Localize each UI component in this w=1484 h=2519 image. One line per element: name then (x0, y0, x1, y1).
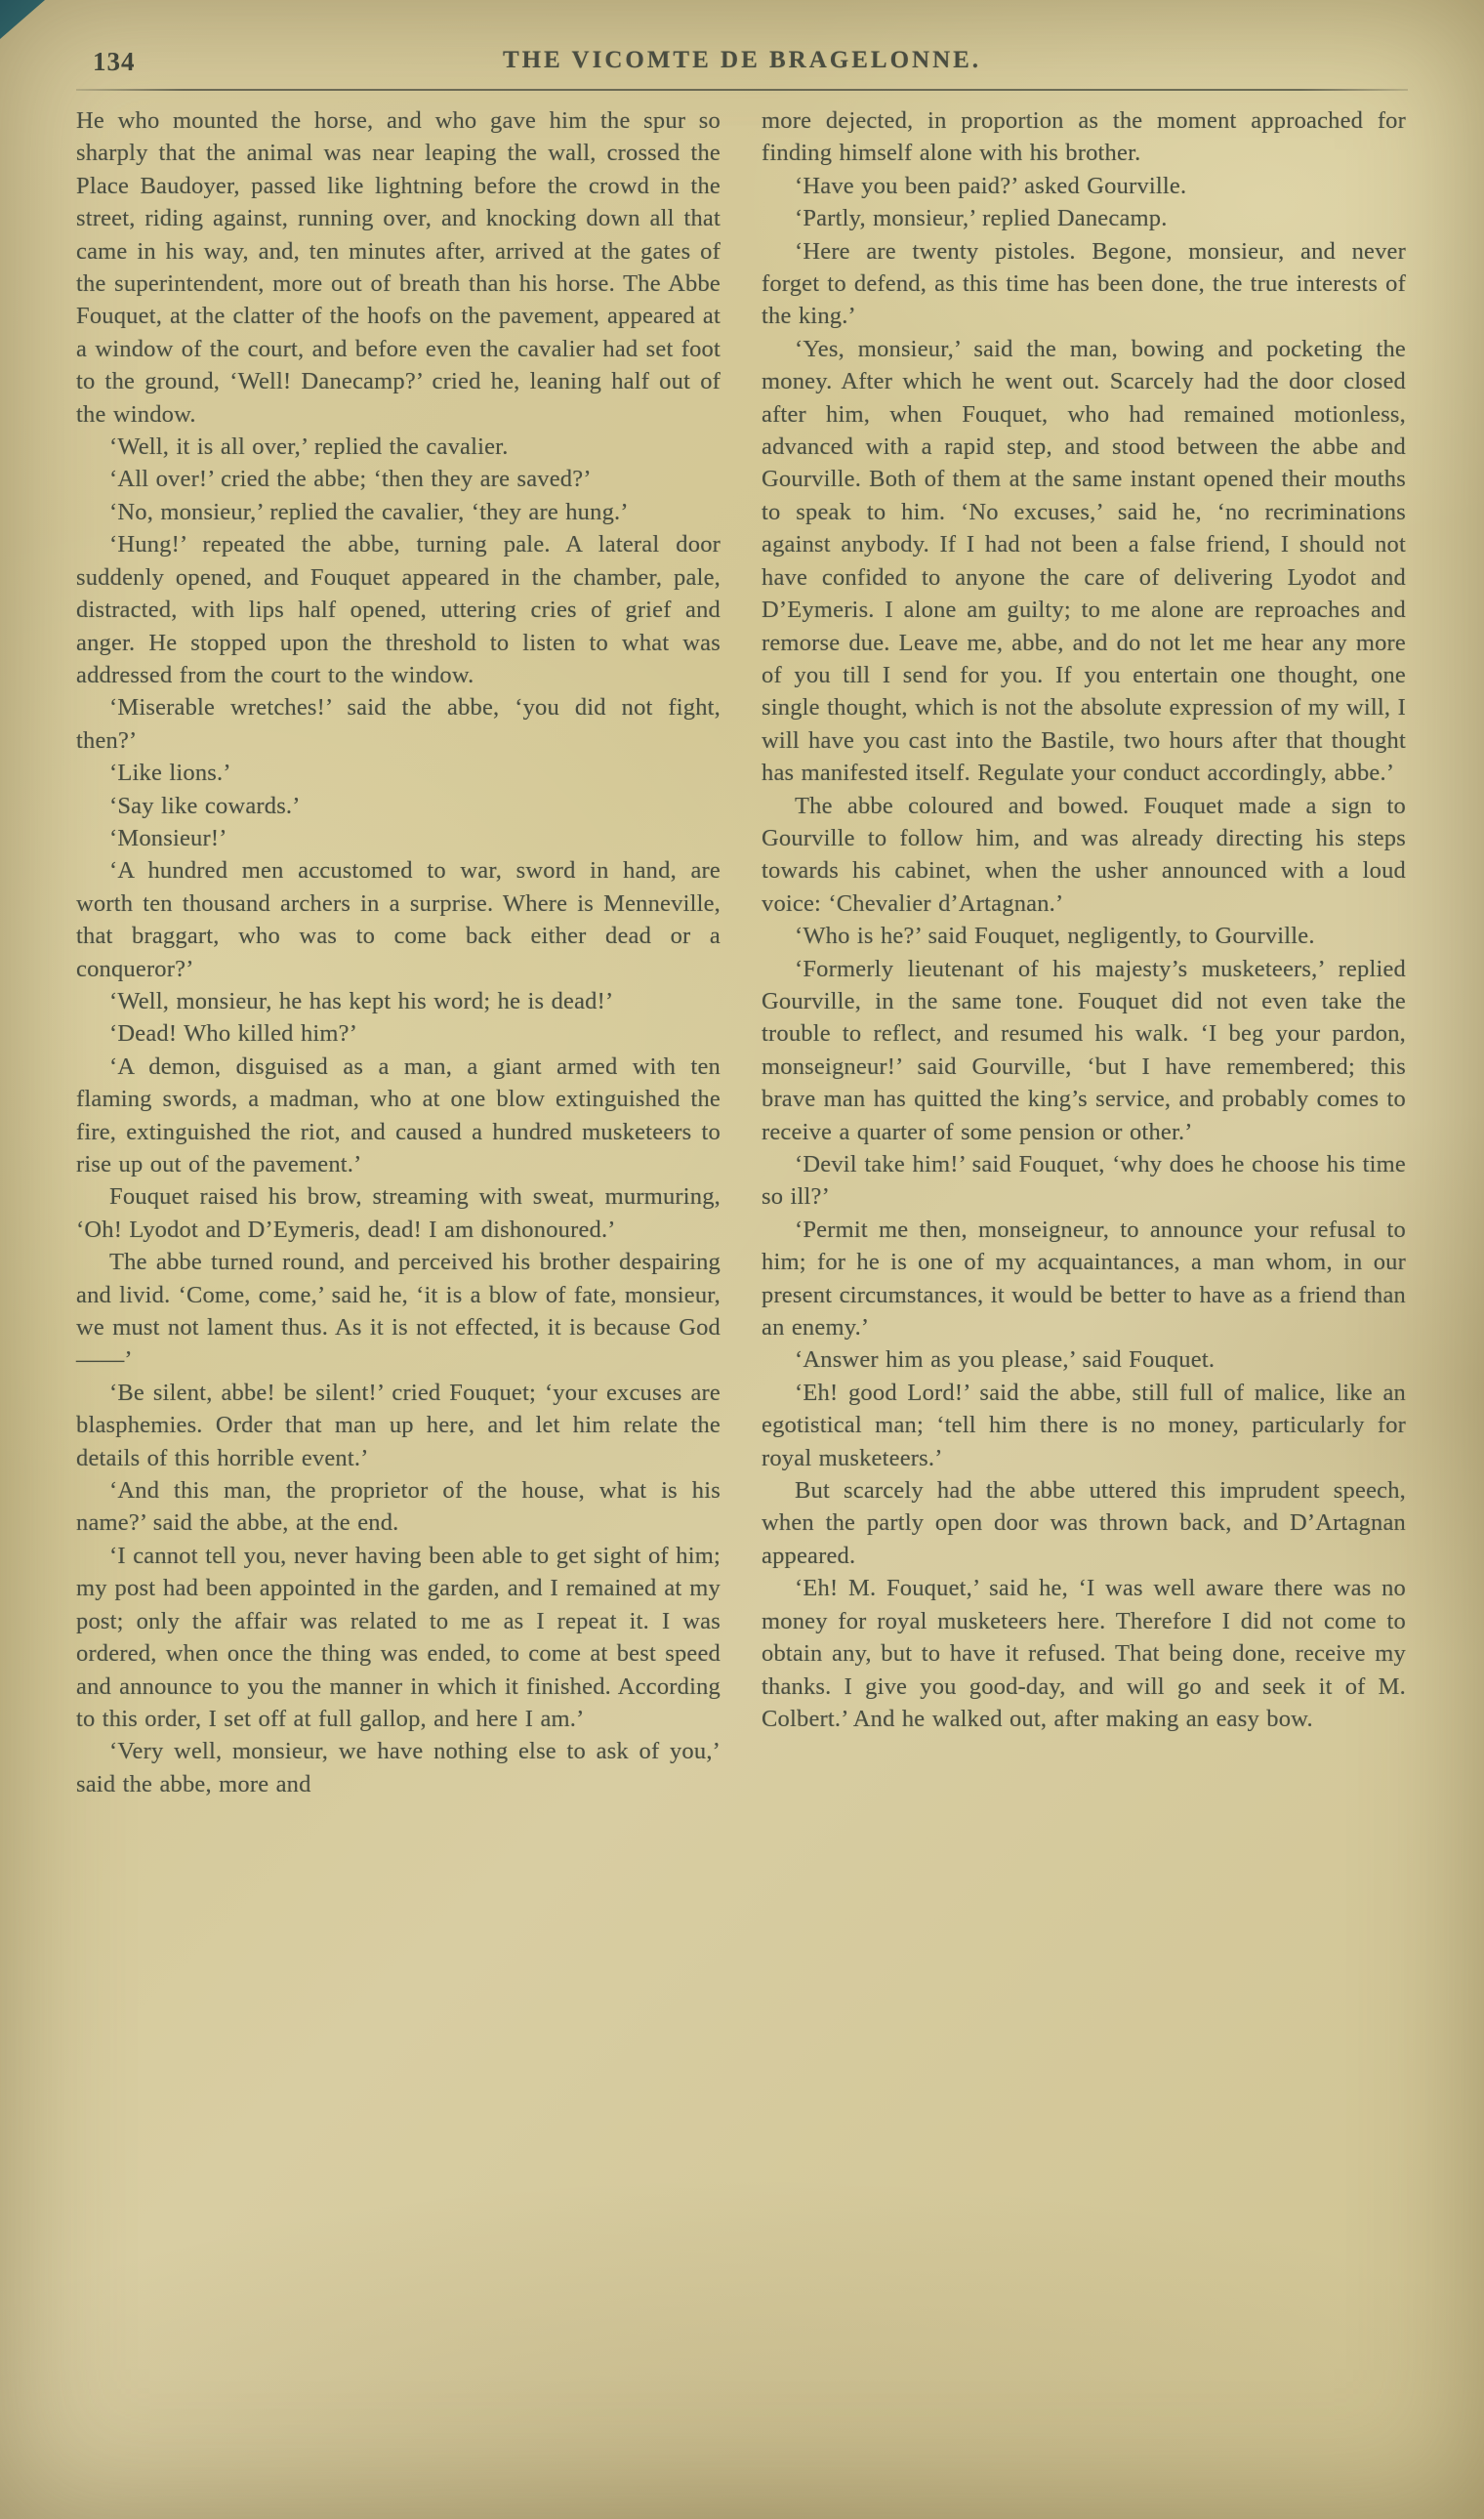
paragraph: ‘Yes, monsieur,’ said the man, bowing and pocketing the money. After which he went out. Scarcely had the door closed after him, when Fouquet, who had remained motionless, advanced with a rapid step, and stood between the abbe and Gourville. Both of them at the same instant opened their mouths to speak to him. ‘No excuses,’ said he, ‘no recriminations against anybody. If I had not been a false friend, I should not have confided to anyone the care of delivering Lyodot and D’Eymeris. I alone am guilty; to me alone are reproaches and remorse due. Leave me, abbe, and do not let me hear any more of you till I send for you. If you entertain one thought, one single thought, which is not the absolute expression of my will, I will have you cast into the Bastile, two hours after that thought has manifested itself. Regulate your conduct accordingly, abbe.’ (762, 335, 1406, 787)
paragraph: ‘Say like cowards.’ (109, 792, 301, 819)
paragraph: ‘Very well, monsieur, we have nothing else to ask of you,’ said the abbe, more and (76, 1738, 721, 1797)
paragraph: ‘Permit me then, monseigneur, to announce your refusal to him; for he is one of my acquaintances, a man whom, in our present circumstances, it would be better to have as a friend than an enemy.’ (762, 1216, 1406, 1342)
paragraph: ‘Monsieur!’ (109, 824, 227, 851)
paragraph: ‘Be silent, abbe! be silent!’ cried Fouquet; ‘your excuses are blasphemies. Order that man up here, and let him relate the details of this horrible event.’ (76, 1379, 721, 1471)
paragraph: ‘Partly, monsieur,’ replied Danecamp. (795, 205, 1168, 232)
paragraph: ‘Hung!’ repeated the abbe, turning pale. A lateral door suddenly opened, and Fouquet appeared in the chamber, pale, distracted, with lips half opened, uttering cries of grief and anger. He stopped upon the threshold to listen to what was addressed from the court to the window. (76, 531, 721, 688)
paragraph: ‘Answer him as you please,’ said Fouquet. (795, 1346, 1216, 1374)
paragraph: ‘A hundred men accustomed to war, sword in hand, are worth ten thousand archers in a surprise. Where is Menneville, that braggart, who was to come back either dead or a conqueror?’ (76, 857, 721, 982)
paragraph: ‘Dead! Who killed him?’ (109, 1020, 358, 1048)
paragraph: ‘I cannot tell you, never having been able to get sight of him; my post had been appointed in the garden, and I remained at my post; only the affair was related to me as I repeat it. I was ordered, when once the thing was ended, to come at best speed and announce to you the manner in which it finished. According to this order, I set off at full gallop, and here I am.’ (76, 1542, 721, 1732)
left-column (76, 104, 721, 1800)
page-number: 134 (93, 47, 136, 76)
paragraph: ‘Have you been paid?’ asked Gourville. (795, 172, 1187, 199)
text-columns (0, 91, 1484, 1800)
page-header (0, 0, 1484, 85)
paragraph: ‘Miserable wretches!’ said the abbe, ‘you did not fight, then?’ (76, 694, 721, 754)
paragraph: ‘No, monsieur,’ replied the cavalier, ‘they are hung.’ (109, 498, 629, 525)
paragraph: ‘Well, it is all over,’ replied the cavalier. (109, 434, 509, 461)
paragraph: ‘Eh! M. Fouquet,’ said he, ‘I was well aware there was no money for royal musketeers here. Therefore I did not come to obtain any, but to have it refused. That being done, receive my thanks. I give you good-day, and will go and seek it of M. Colbert.’ And he walked out, after making an easy bow. (762, 1575, 1406, 1732)
right-column (762, 104, 1406, 1800)
paragraph: The abbe turned round, and perceived his brother despairing and livid. ‘Come, come,’ said he, ‘it is a blow of fate, monsieur, we must not lament thus. As it is not effected, it is because God——’ (76, 1249, 721, 1374)
paragraph: ‘Eh! good Lord!’ said the abbe, still full of malice, like an egotistical man; ‘tell him there is no money, particularly for royal musketeers.’ (762, 1379, 1406, 1471)
paragraph: But scarcely had the abbe uttered this imprudent speech, when the partly open door was thrown back, and D’Artagnan appeared. (762, 1477, 1406, 1569)
paragraph: ‘Formerly lieutenant of his majesty’s musketeers,’ replied Gourville, in the same tone. Fouquet did not even take the trouble to reflect, and resumed his walk. ‘I beg your pardon, monseigneur!’ said Gourville, ‘but I have remembered; this brave man has quitted the king’s service, and probably comes to receive a quarter of some pension or other.’ (762, 955, 1406, 1145)
running-title: THE VICOMTE DE BRAGELONNE. (502, 47, 982, 73)
paragraph: more dejected, in proportion as the moment approached for finding himself alone with his brother. (762, 107, 1406, 167)
paragraph: ‘Like lions.’ (109, 760, 231, 787)
paragraph: He who mounted the horse, and who gave him the spur so sharply that the animal was near leaping the wall, crossed the Place Baudoyer, passed like lightning before the crowd in the street, riding against, running over, and knocking down all that came in his way, and, ten minutes after, arrived at the gates of the superintendent, more out of breath than his horse. The Abbe Fouquet, at the clatter of the hoofs on the pavement, appeared at a window of the court, and before even the cavalier had set foot to the ground, ‘Well! Danecamp?’ cried he, leaning half out of the window. (76, 107, 721, 428)
paragraph: ‘And this man, the proprietor of the house, what is his name?’ said the abbe, at the end. (76, 1477, 721, 1537)
paragraph: ‘Here are twenty pistoles. Begone, monsieur, and never forget to defend, as this time has been done, the true interests of the king.’ (762, 237, 1406, 330)
paragraph: Fouquet raised his brow, streaming with sweat, murmuring, ‘Oh! Lyodot and D’Eymeris, dead! I am dishonoured.’ (76, 1183, 721, 1243)
paragraph: The abbe coloured and bowed. Fouquet made a sign to Gourville to follow him, and was already directing his steps towards his cabinet, when the usher announced with a loud voice: ‘Chevalier d’Artagnan.’ (762, 792, 1406, 917)
paragraph: ‘Well, monsieur, he has kept his word; he is dead!’ (109, 987, 614, 1014)
paragraph: ‘Devil take him!’ said Fouquet, ‘why does he choose his time so ill?’ (762, 1151, 1406, 1211)
paragraph: ‘All over!’ cried the abbe; ‘then they are saved?’ (109, 466, 592, 493)
paragraph: ‘Who is he?’ said Fouquet, negligently, to Gourville. (795, 923, 1315, 950)
paragraph: ‘A demon, disguised as a man, a giant armed with ten flaming swords, a madman, who at one blow extinguished the fire, extinguished the riot, and caused a hundred musketeers to rise up out of the pavement.’ (76, 1053, 721, 1177)
